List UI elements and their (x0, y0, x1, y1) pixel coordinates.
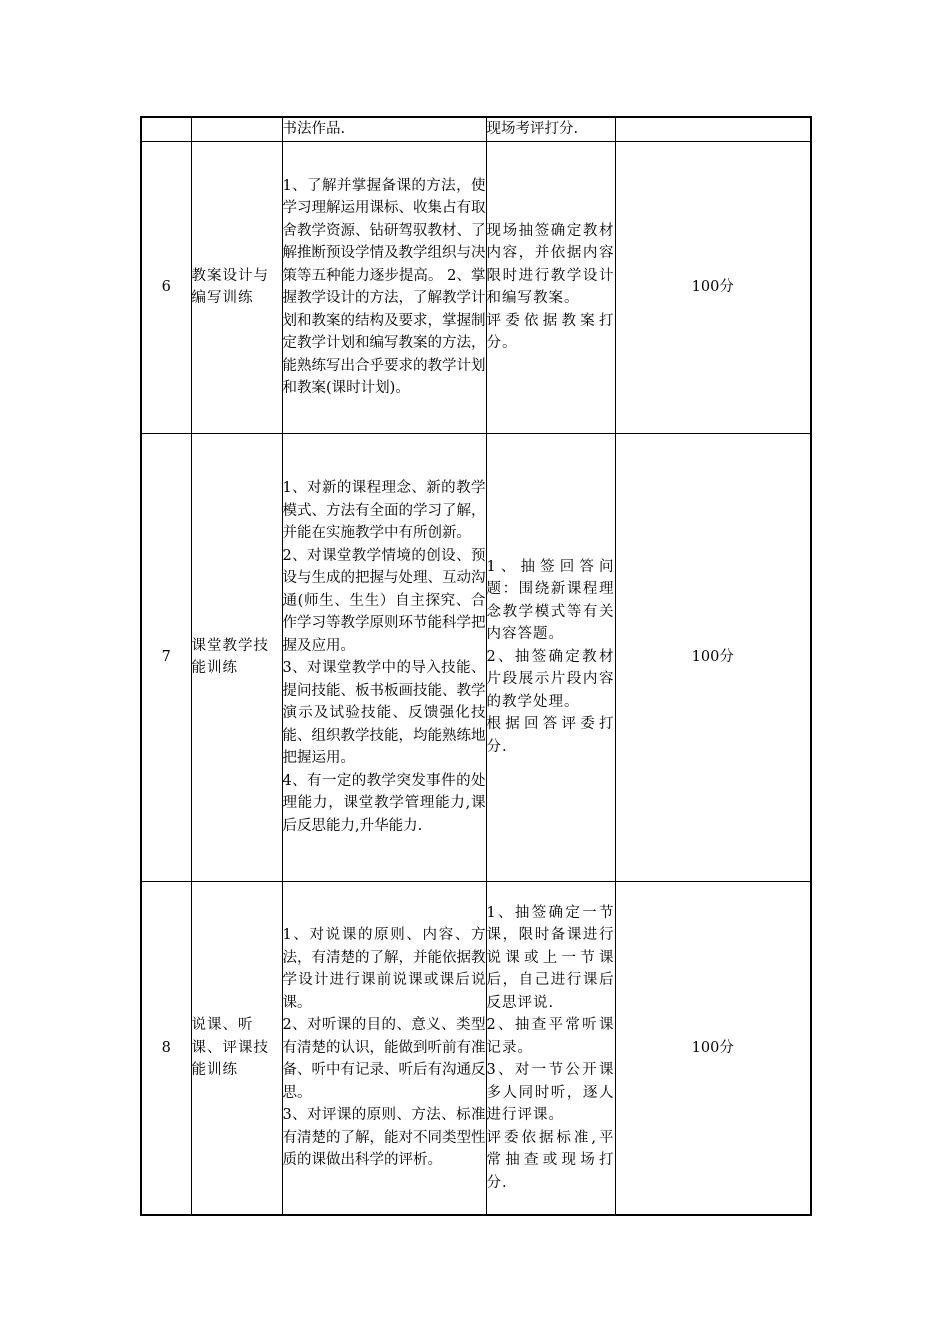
item-name: 说课、听课、评课技能训练 (191, 881, 282, 1215)
table-row (141, 881, 811, 1215)
method-paragraph: 1、抽签回答问题：围绕新课程理念教学模式等有关内容答题。 (486, 558, 615, 643)
method-paragraph: 根据回答评委打分. (486, 716, 615, 755)
requirements-cell (282, 433, 486, 881)
row-number: 6 (141, 141, 191, 433)
method-paragraph: 评委依据教案打分。 (486, 312, 615, 351)
requirement-paragraph: 3、对课堂教学中的导入技能、提问技能、板书板画技能、教学演示及试验技能、反馈强化技能、组织教学技能，均能熟练地把握运用。 (282, 660, 486, 766)
requirements-cell (282, 117, 486, 141)
item-name: 课堂教学技能训练 (191, 433, 282, 881)
requirement-paragraph: 3、对评课的原则、方法、标准有清楚的了解，能对不同类型性质的课做出科学的评析。 (282, 1107, 486, 1168)
method-cell (486, 881, 615, 1215)
row-number: 8 (141, 881, 191, 1215)
method-paragraph: 2、抽签确定教材片段展示片段内容的教学处理。 (486, 648, 615, 710)
row-number (141, 117, 191, 141)
method-paragraph: 1、抽签确定一节课，限时备课进行说课或上一节课后，自己进行课后反思评说. (486, 904, 615, 1011)
requirement-paragraph: 书法作品. (282, 121, 346, 137)
score-cell: 100分 (615, 141, 811, 433)
method-paragraph: 2、抽查平常听课记录。 (486, 1017, 615, 1056)
method-paragraph: 评委依据标准,平常抽查或现场打分. (486, 1129, 615, 1191)
method-cell (486, 433, 615, 881)
requirement-paragraph: 2、对听课的目的、意义、类型有清楚的认识，能做到听前有准备、听中有记录、听后有沟通反思。 (282, 1017, 486, 1101)
score-cell (615, 117, 811, 141)
row-number: 7 (141, 433, 191, 881)
table-row (141, 141, 811, 433)
requirement-paragraph: 1、了解并掌握备课的方法，使学习理解运用课标、收集占有取舍教学资源、钻研驾驭教材、了解推断预设学情及教学组织与决策等五种能力逐步提高。 2、掌握教学设计的方法，了解教学计划和教案的结构及要求，掌握制定教学计划和编写教案的方法，能熟练写出合乎要求的教学计划和教案(课时计划)。 (282, 177, 486, 396)
table-row (141, 433, 811, 881)
requirement-paragraph: 1、对说课的原则、内容、方法，有清楚的了解，并能依据教学设计进行课前说课或课后说课。 (282, 927, 486, 1011)
method-cell (486, 117, 615, 141)
table-row (141, 117, 811, 141)
method-cell (486, 141, 615, 433)
method-paragraph: 3、对一节公开课多人同时听，逐人进行评课。 (486, 1062, 615, 1123)
score-cell: 100分 (615, 881, 811, 1215)
item-name (191, 117, 282, 141)
training-table (140, 116, 812, 1216)
score-cell: 100分 (615, 433, 811, 881)
method-paragraph: 现场考评打分. (486, 121, 579, 137)
item-name: 教案设计与编写训练 (191, 141, 282, 433)
method-paragraph: 现场抽签确定教材内容，并依据内容限时进行教学设计和编写教案。 (486, 222, 615, 306)
requirement-paragraph: 2、对课堂教学情境的创设、预设与生成的把握与处理、互动沟通(师生、生生）自主探究、合作学习等教学原则环节能科学把握及应用。 (282, 547, 486, 654)
requirements-cell (282, 881, 486, 1215)
requirement-paragraph: 1、对新的课程理念、新的教学模式、方法有全面的学习了解，并能在实施教学中有所创新。 (282, 480, 486, 541)
requirement-paragraph: 4、有一定的教学突发事件的处理能力，课堂教学管理能力,课后反思能力,升华能力. (282, 772, 486, 834)
requirements-cell (282, 141, 486, 433)
